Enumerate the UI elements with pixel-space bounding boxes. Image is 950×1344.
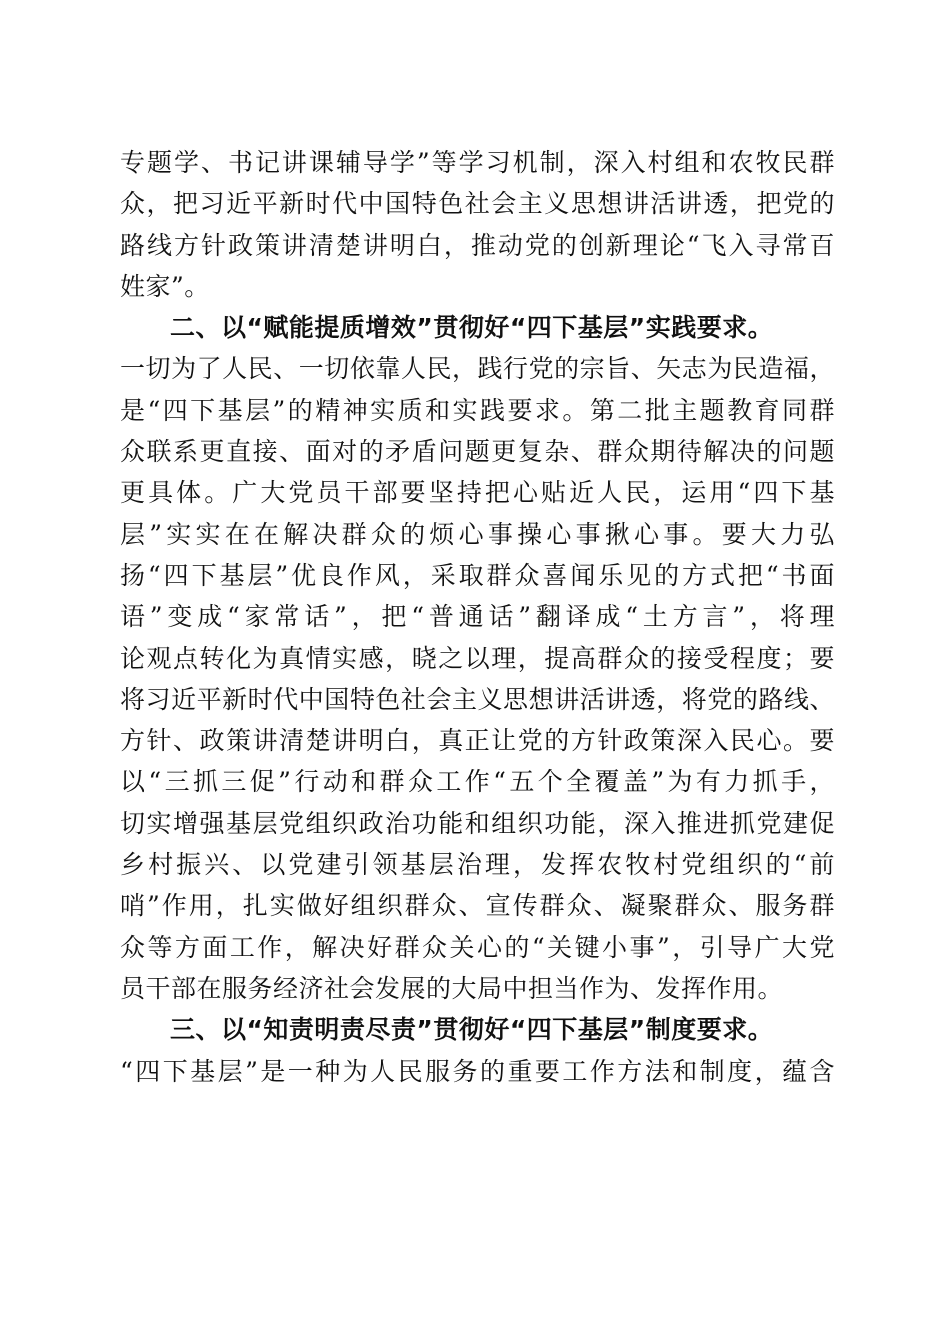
- text-line: 以“三抓三促”行动和群众工作“五个全覆盖”为有力抓手，: [120, 767, 835, 797]
- text-line: 将习近平新时代中国特色社会主义思想讲活讲透，将党的路线、: [120, 684, 835, 714]
- text-line: 语”变成“家常话”，把“普通话”翻译成“土方言”，将理: [120, 602, 835, 632]
- text-line: 哨”作用，扎实做好组织群众、宣传群众、凝聚群众、服务群: [120, 891, 835, 921]
- section-heading-2: 二、以“赋能提质增效”贯彻好“四下基层”实践要求。: [170, 313, 774, 343]
- text-line: 专题学、书记讲课辅导学”等学习机制，深入村组和农牧民群: [120, 148, 835, 177]
- text-line: 路线方针政策讲清楚讲明白，推动党的创新理论“飞入寻常百: [120, 230, 835, 260]
- text-line: 方针、政策讲清楚讲明白，真正让党的方针政策深入民心。要: [120, 726, 835, 756]
- text-line: 众，把习近平新时代中国特色社会主义思想讲活讲透，把党的: [120, 189, 835, 219]
- text-line: 更具体。广大党员干部要坚持把心贴近人民，运用“四下基: [120, 478, 835, 508]
- paragraph-3: [120, 1051, 835, 1092]
- text-line: 众等方面工作，解决好群众关心的“关键小事”，引导广大党: [120, 932, 835, 962]
- text-line: 一切为了人民、一切依靠人民，践行党的宗旨、矢志为民造福，: [120, 354, 835, 384]
- paragraph-2: [120, 348, 835, 1009]
- text-line: “四下基层”是一种为人民服务的重要工作方法和制度，蕴含: [120, 1056, 835, 1086]
- text-line: 扬“四下基层”优良作风，采取群众喜闻乐见的方式把“书面: [120, 560, 835, 590]
- text-line: 乡村振兴、以党建引领基层治理，发挥农牧村党组织的“前: [120, 850, 835, 880]
- text-line: 论观点转化为真情实感，晓之以理，提高群众的接受程度；要: [120, 643, 835, 673]
- text-line: 切实增强基层党组织政治功能和组织功能，深入推进抓党建促: [120, 808, 835, 838]
- document-page: [120, 142, 835, 1092]
- text-line: 众联系更直接、面对的矛盾问题更复杂、群众期待解决的问题: [120, 437, 835, 467]
- text-line: 是“四下基层”的精神实质和实践要求。第二批主题教育同群: [120, 395, 835, 425]
- text-line: 层”实实在在解决群众的烦心事操心事揪心事。要大力弘: [120, 519, 835, 549]
- text-line: 员干部在服务经济社会发展的大局中担当作为、发挥作用。: [120, 973, 784, 1003]
- paragraph-1: [120, 142, 835, 307]
- text-line: 姓家”。: [120, 271, 210, 301]
- section-heading-3: 三、以“知责明责尽责”贯彻好“四下基层”制度要求。: [170, 1015, 774, 1045]
